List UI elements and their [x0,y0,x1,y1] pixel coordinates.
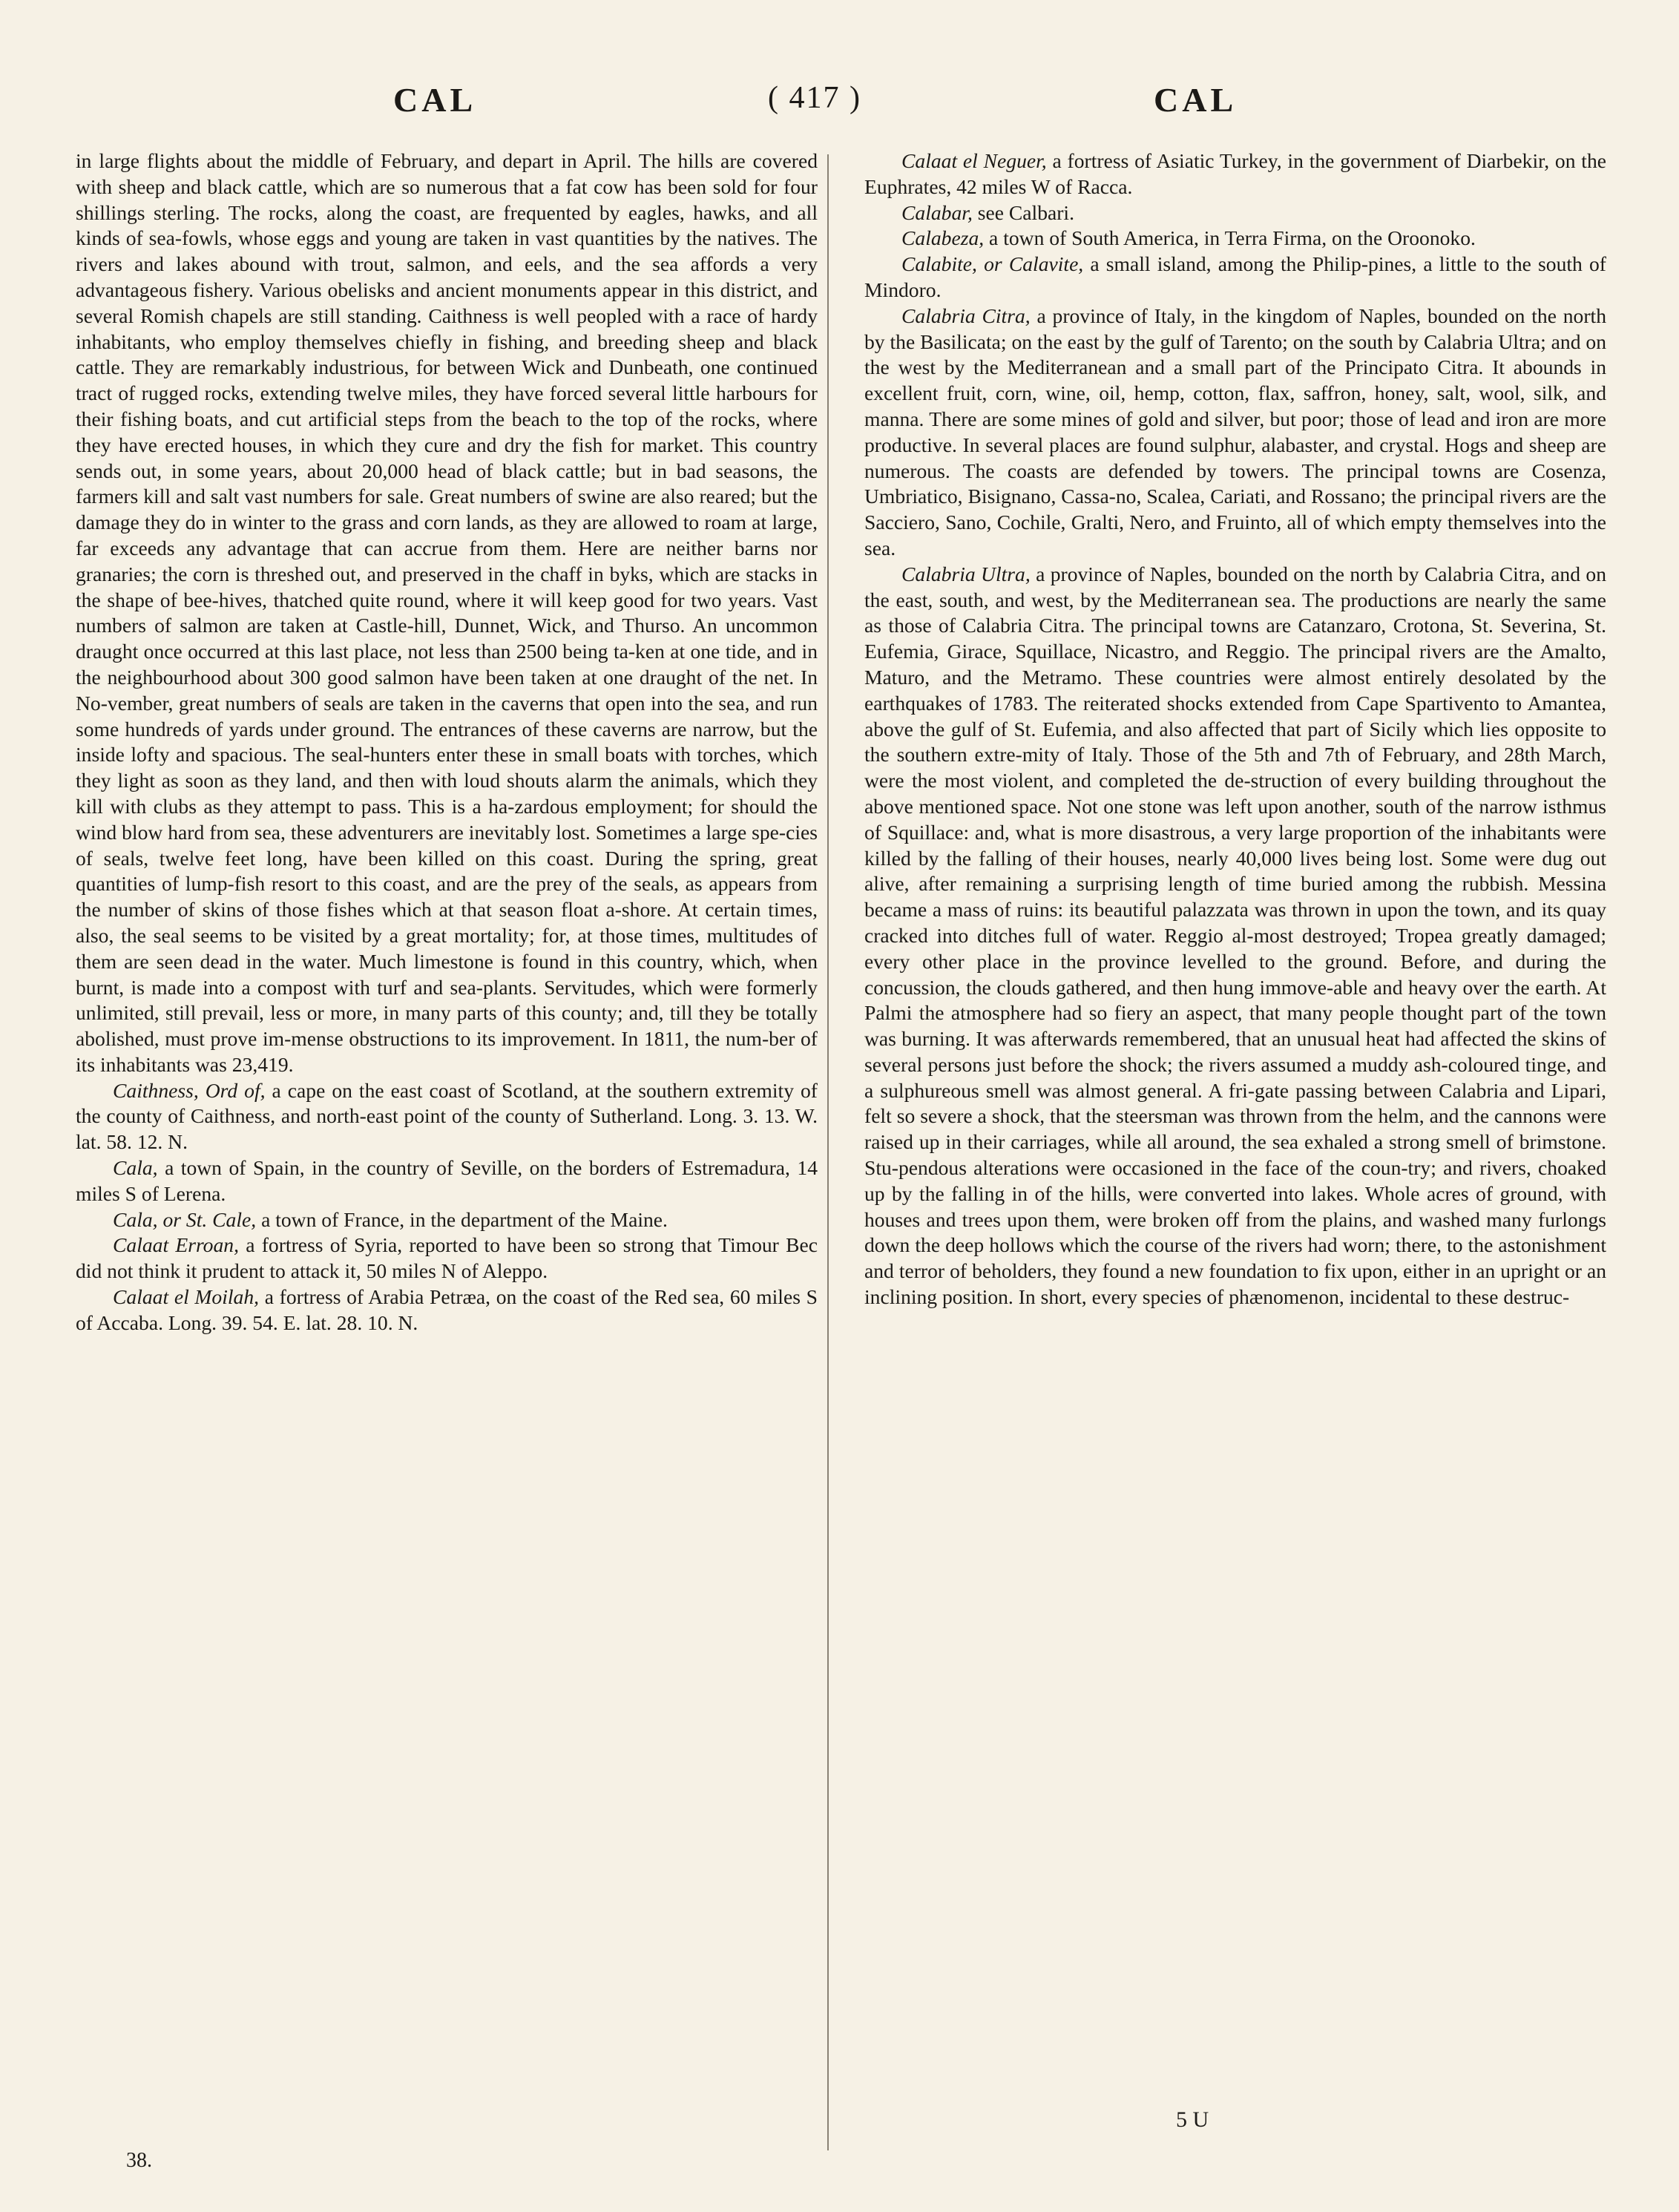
signature-mark: 5 U [1176,2107,1209,2132]
entry-cala [76,1155,818,1207]
entry-calabria-citra [864,303,1606,562]
page-number: ( 417 ) [768,81,861,115]
entry-headword: Calaat Erroan, [113,1233,239,1257]
entry-headword: Calabar, [901,200,973,224]
entry-headword: Calabria Citra, [901,303,1031,327]
left-column [76,148,818,1336]
entry-calaat-el-moilah [76,1284,818,1336]
entry-headword: Calabite, or Calavite, [901,252,1084,276]
running-header [0,80,1679,132]
entry-text: a fortress of Syria, reported to have been so strong that Timour Bec did not think it prudent to attack it, 50 miles N of Aleppo. [76,1233,818,1283]
entry-calaat-erroan [76,1233,818,1284]
entry-headword: Caithness, Ord of, [113,1078,266,1102]
entry-calabar [864,200,1606,226]
entry-text: a cape on the east coast of Scotland, at the southern extremity of the county of Caithness, and north-east point of the county of Sutherland. Long. 3. 13. W. lat. 58. 12. N. [76,1078,818,1154]
entry-text: a town of Spain, in the country of Seville, on the borders of Estremadura, 14 miles S of Lerena. [76,1156,818,1205]
entry-calabite [864,252,1606,303]
header-left-catchword: CAL [393,81,477,119]
entry-headword: Cala, or St. Cale, [113,1207,257,1231]
entry-headword: Calabria Ultra, [901,562,1031,585]
column-divider [827,154,829,2150]
entry-cala-st-cale [76,1207,818,1233]
continuation-paragraph: in large flights about the middle of February, and depart in April. The hills are covered with sheep and black cattle, which are so numerous that a fat cow has been sold for four shillings sterling. The rocks, along the coast, are frequented by eagles, hawks, and all kinds of sea-fowls, whose eggs and young are taken in vast quantities by the natives. The rivers and lakes abound with trout, salmon, and eels, and the sea affords a very advantageous fishery. Various obelisks and ancient monuments appear in this district, and several Romish chapels are still standing. Caithness is well peopled with a race of hardy inhabitants, who employ themselves chiefly in fishing, and breeding sheep and black cattle. They are remarkably industrious, for between Wick and Dunbeath, one continued tract of rugged rocks, extending twelve miles, they have forced several little harbours for their fishing boats, and cut artificial steps from the beach to the top of the rocks, where they have erected houses, in which they cure and dry the fish for market. This country sends out, in some years, about 20,000 head of black cattle; but in bad seasons, the farmers kill and salt vast numbers for sale. Great numbers of swine are also reared; but the damage they do in winter to the grass and corn lands, as they are allowed to roam at large, far exceeds any advantage that can accrue from them. Here are neither barns nor granaries; the corn is threshed out, and preserved in the chaff in byks, which are stacks in the shape of bee-hives, thatched quite round, where it will keep good for two years. Vast numbers of salmon are taken at Castle-hill, Dunnet, Wick, and Thurso. An uncommon draught once occurred at this last place, not less than 2500 being ta-ken at one tide, and in the neighbourhood about 300 good salmon have been taken at one draught of the net. In No-vember, great numbers of seals are taken in the caverns that open into the sea, and run some hundreds of yards under ground. The entrances of these caverns are narrow, but the inside lofty and spacious. The seal-hunters enter these in small boats with torches, which they light as soon as they land, and then with loud shouts alarm the animals, which they kill with clubs as they attempt to pass. This is a ha-zardous employment; for should the wind blow hard from sea, these adventurers are inevitably lost. Sometimes a large spe-cies of seals, twelve feet long, have been killed on this coast. During the spring, great quantities of lump-fish resort to this coast, and are the prey of the seals, as appears from the number of skins of those fishes which at that season float a-shore. At certain times, also, the seal seems to be visited by a great mortality; for, at those times, multitudes of them are seen dead in the water. Much limestone is found in this country, which, when burnt, is made into a compost with turf and sea-plants. Servitudes, which were formerly unlimited, still prevail, less or more, in many parts of this county; and, till they be totally abolished, must prove im-mense obstructions to its improvement. In 1811, the num-ber of its inhabitants was 23,419. [76,149,818,1076]
entry-calaat-el-neguer [864,148,1606,200]
entry-text: a province of Italy, in the kingdom of Naples, bounded on the north by the Basilicata; on the east by the gulf of Tarento; on the south by Calabria Ultra; and on the west by the Mediterranean and a small part of the Principato Citra. It abounds in excellent fruit, corn, wine, oil, hemp, cotton, flax, saffron, honey, salt, wool, silk, and manna. There are some mines of gold and silver, but poor; those of lead and iron are more productive. In several places are found sulphur, alabaster, and crystal. Hogs and sheep are numerous. The coasts are defended by towers. The principal towns are Cosenza, Umbriatico, Bisignano, Cassa-no, Scalea, Cariati, and Rossano; the principal rivers are the Sacciero, Sano, Cochile, Gralti, Nero, and Fruinto, all of which empty themselves into the sea. [864,303,1607,559]
header-right-catchword: CAL [1154,81,1238,119]
entry-headword: Cala, [113,1156,158,1180]
entry-calabria-ultra [864,562,1606,1310]
entry-calabeza [864,226,1606,252]
entry-caithness-ord [76,1078,818,1155]
entry-text: a town of France, in the department of the Maine. [256,1207,668,1231]
entry-headword: Calaat el Neguer, [901,149,1047,172]
folio-number: 38. [126,2149,152,2172]
right-column [864,148,1606,1310]
entry-headword: Calabeza, [901,226,985,250]
entry-text: a fortress of Arabia Petræa, on the coast of the Red sea, 60 miles S of Accaba. Long. 39. 54. E. lat. 28. 10. N. [76,1285,818,1334]
entry-text: a fortress of Asiatic Turkey, in the government of Diarbekir, on the Euphrates, 42 miles W of Racca. [864,149,1606,198]
entry-headword: Calaat el Moilah, [113,1285,260,1309]
entry-text: a town of South America, in Terra Firma, on the Oroonoko. [984,226,1476,250]
entry-text: a province of Naples, bounded on the north by Calabria Citra, and on the east, south, and west, by the Mediterranean sea. The productions are nearly the same as those of Calabria Citra. The principal towns are Catanzaro, Crotona, St. Severina, St. Eufemia, Girace, Squillace, Nicastro, and Reggio. The principal rivers are the Amalto, Maturo, and the Metramo. These countries were almost entirely desolated by the earthquakes of 1783. The reiterated shocks extended from Cape Spartivento to Amantea, above the gulf of St. Eufemia, and also affected that part of Sicily which lies opposite to the southern extre-mity of Italy. Those of the 5th and 7th of February, and 28th March, were the most violent, and completed the de-struction of every building throughout the above mentioned space. Not one stone was left upon another, south of the narrow isthmus of Squillace: and, what is more disastrous, a very large proportion of the inhabitants were killed by the falling of their houses, nearly 40,000 lives being lost. Some were dug out alive, after remaining a surprising length of time buried among the rubbish. Messina became a mass of ruins: its beautiful palazzata was thrown in upon the town, and its quay cracked into ditches full of water. Reggio al-most destroyed; Tropea greatly damaged; every other place in the province levelled to the ground. Before, and during the concussion, the clouds gathered, and then hung immove-able and heavy over the earth. At Palmi the atmosphere had so fiery an aspect, that many people thought part of the town was burning. It was afterwards remembered, that an unusual heat had affected the skins of several persons just before the shock; the rivers assumed a muddy ash-coloured tinge, and a sulphureous smell was almost general. A fri-gate passing between Calabria and Lipari, felt so severe a shock, that the steersman was thrown from the helm, and the cannons were raised up in their carriages, while all around, the sea exhaled a strong smell of brimstone. Stu-pendous alterations were occasioned in the face of the coun-try; and rivers, choaked up by the falling in of the hills, were converted into lakes. Whole acres of ground, with houses and trees upon them, were broken off from the plains, and washed many furlongs down the deep hollows which the course of the rivers had worn; there, to the astonishment and terror of beholders, they found a new foundation to fix upon, either in an upright or an inclining position. In short, every species of phænomenon, incidental to these destruc- [864,562,1606,1309]
entry-text: a small island, among the Philip-pines, a little to the south of Mindoro. [864,252,1606,301]
entry-text: see Calbari. [972,200,1074,224]
